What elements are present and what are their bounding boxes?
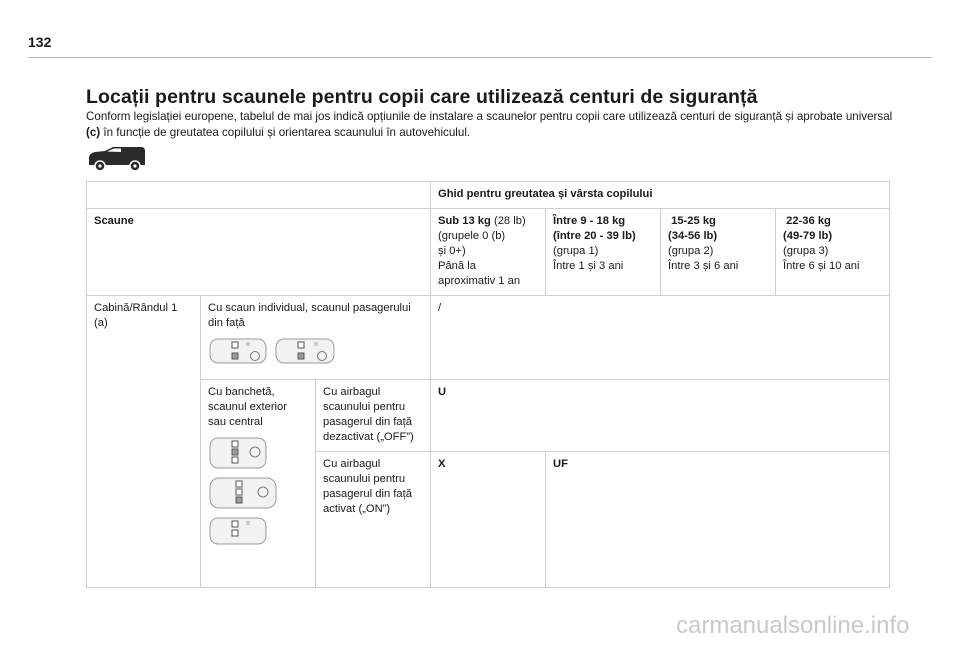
table-header-row [87,182,890,209]
group-0-line: aproximativ 1 an [438,275,521,287]
group-0-line: (grupele 0 (b) [438,230,506,242]
group-1-weight: Între 9 - 18 kg [553,215,626,227]
van-icon [86,145,148,173]
group-0-line: și 0+) [438,245,466,257]
airbag-off-cell: Cu airbagul scaunului pentru pasagerul din față dezactivat („OFF”) [316,380,431,452]
weight-age-guide-header: Ghid pentru greutatea și vârsta copilului [431,182,890,209]
bench-seat-cell [201,380,316,588]
intro-paragraph [86,109,896,141]
group-3-weight: 22-36 kg [783,215,831,227]
seat-layout-icon [208,436,268,470]
weight-groups-row [87,209,890,296]
group-0-weight-lb: (28 lb) [490,215,526,227]
group-2-line: Între 3 și 6 ani [668,260,739,272]
page-number: 132 [28,34,52,50]
group-3-cell [776,209,890,296]
group-1-weight-lb: (între 20 - 39 lb) [553,230,636,242]
seat-layout-icon [208,476,278,510]
row-location-cell: Cabină/Rândul 1 (a) [87,296,201,588]
seats-label: Scaune [87,209,431,296]
group-2-weight-lb: (34-56 lb) [668,230,718,242]
group-0-weight: Sub 13 kg [438,215,491,227]
child-seat-table [86,181,890,588]
group-2-weight: 15-25 kg [668,215,716,227]
footer-watermark: carmanualsonline.info [676,612,910,639]
airbag-on-value-group-0: X [431,452,546,588]
group-0-cell [431,209,546,296]
airbag-off-value: U [431,380,890,452]
airbag-on-cell: Cu airbagul scaunului pentru pasagerul din față activat („ON”) [316,452,431,588]
bench-seat-label: Cu banchetă, scaunul exterior sau central [208,386,287,428]
seat-layout-icon [208,337,268,365]
intro-text-end: în funcție de greutatea copilului și orientarea scaunului în autovehiculul. [100,126,471,139]
header-rule [28,57,932,58]
group-3-weight-lb: (49-79 lb) [783,230,833,242]
individual-seat-label: Cu scaun individual, scaunul pasagerului din față [208,302,411,329]
group-2-line: (grupa 2) [668,245,714,257]
group-3-line: Între 6 și 10 ani [783,260,860,272]
intro-note-ref: (c) [86,126,101,139]
group-3-line: (grupa 3) [783,245,829,257]
page-title: Locații pentru scaunele pentru copii care utilizează centuri de siguranță [86,86,758,108]
seat-layout-icons [208,337,423,365]
group-1-line: Între 1 și 3 ani [553,260,624,272]
group-0-line: Până la [438,260,476,272]
group-1-line: (grupa 1) [553,245,599,257]
bench-seat-icons [208,436,308,546]
individual-seat-cell [201,296,431,380]
group-2-cell [661,209,776,296]
empty-header-cell [87,182,431,209]
group-1-cell [546,209,661,296]
individual-seat-value: / [431,296,890,380]
airbag-off-row [87,380,890,452]
seat-layout-icon [274,337,336,365]
airbag-on-value-groups-1-3: UF [546,452,890,588]
seat-layout-icon [208,516,268,546]
intro-text-start: Conform legislației europene, tabelul de mai jos indică opțiunile de instalare a scaunelor pentru copii care utilizează centuri de siguranță și aprobate universal [86,110,893,123]
individual-seat-row [87,296,890,380]
